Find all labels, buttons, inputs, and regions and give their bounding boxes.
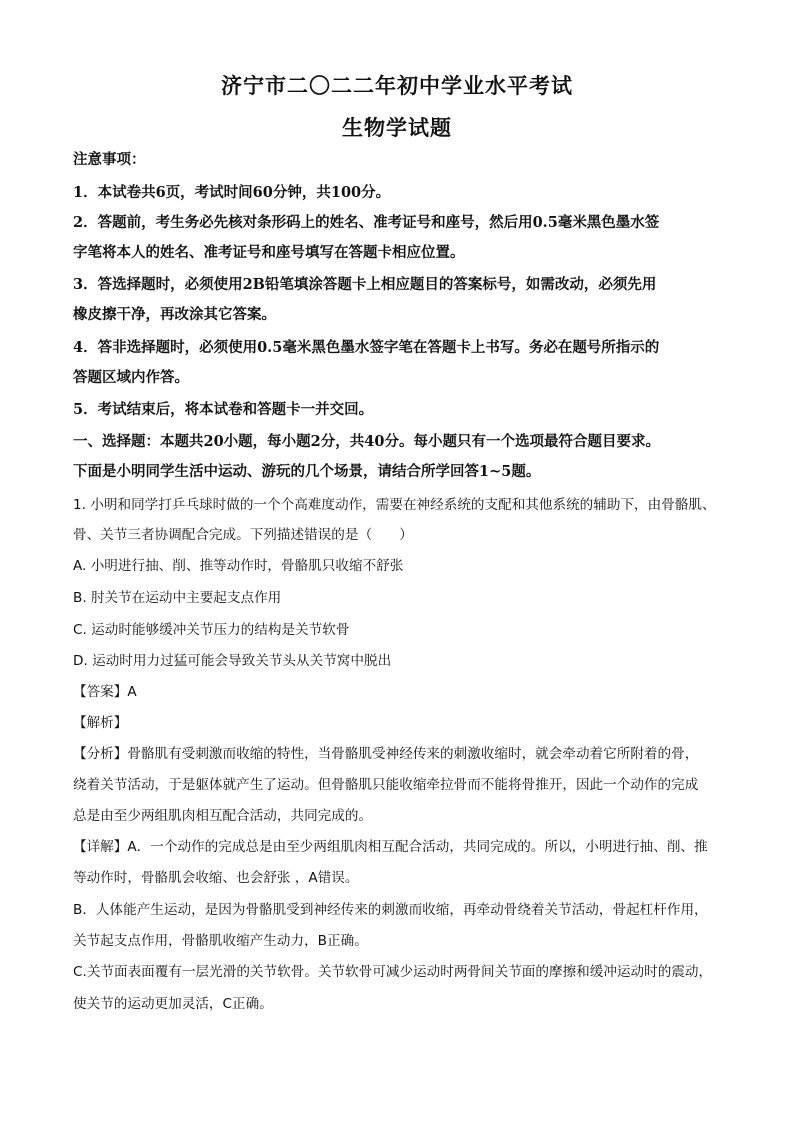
notice-line: 2．答题前，考生务必先核对条形码上的姓名、准考证号和座号，然后用0.5毫米黑色墨水签 bbox=[73, 214, 660, 231]
detail-line: 等动作时，骨骼肌会收缩、也会舒张 ，A错误。 bbox=[73, 870, 359, 886]
notice-line: 5．考试结束后，将本试卷和答题卡一并交回。 bbox=[73, 401, 374, 418]
option-b: B. 肘关节在运动中主要起支点作用 bbox=[73, 590, 282, 606]
exam-title: 济宁市二〇二二年初中学业水平考试 bbox=[221, 73, 573, 98]
detail-line: C.关节面表面覆有一层光滑的关节软骨。关节软骨可减少运动时两骨间关节面的摩擦和缓冲运动时的震动， bbox=[73, 964, 713, 980]
detail-line: 关节起支点作用，骨骼肌收缩产生动力，B正确。 bbox=[73, 933, 368, 949]
exam-subtitle: 生物学试题 bbox=[342, 115, 452, 140]
answer-label: 【答案】A bbox=[73, 684, 137, 700]
notice-heading: 注意事项： bbox=[73, 151, 146, 168]
notice-line: 橡皮擦干净，再改涂其它答案。 bbox=[73, 306, 276, 323]
option-a: A. 小明进行抽、削、推等动作时，骨骼肌只收缩不舒张 bbox=[73, 558, 404, 574]
notice-line: 3．答选择题时，必须使用2B铅笔填涂答题卡上相应题目的答案标号，如需改动，必须先用 bbox=[73, 276, 657, 293]
option-d: D. 运动时用力过猛可能会导致关节头从关节窝中脱出 bbox=[73, 653, 392, 669]
analysis-line: 绕着关节活动，于是躯体就产生了运动。但骨骼肌只能收缩牵拉骨而不能将骨推开，因此一个动作的完成 bbox=[73, 777, 699, 793]
option-c: C. 运动时能够缓冲关节压力的结构是关节软骨 bbox=[73, 622, 350, 638]
question-stem: 骨、关节三者协调配合完成。下列描述错误的是（ ） bbox=[73, 527, 413, 543]
notice-line: 4．答非选择题时，必须使用0.5毫米黑色墨水签字笔在答题卡上书写。务必在题号所指示的 bbox=[73, 339, 660, 356]
analysis-line: 【分析】骨骼肌有受刺激而收缩的特性，当骨骼肌受神经传来的刺激收缩时，就会牵动着它所附着的骨， bbox=[73, 746, 699, 762]
notice-line: 1．本试卷共6页，考试时间60分钟，共100分。 bbox=[73, 184, 391, 201]
detail-line: 使关节的运动更加灵活，C正确。 bbox=[73, 996, 273, 1012]
detail-line: 【详解】A．一个动作的完成总是由至少两组肌肉相互配合活动，共同完成的。所以，小明进行抽、削、推 bbox=[73, 839, 708, 855]
detail-line: B．人体能产生运动，是因为骨骼肌受到神经传来的刺激而收缩，再牵动骨绕着关节活动，骨起杠杆作用， bbox=[73, 902, 708, 918]
section-heading: 一、选择题：本题共20小题，每小题2分，共40分。每小题只有一个选项最符合题目要求。 bbox=[73, 433, 660, 450]
analysis-line: 总是由至少两组肌肉相互配合活动，共同完成的。 bbox=[73, 808, 373, 824]
section-intro: 下面是小明同学生活中运动、游玩的几个场景，请结合所学回答1~5题。 bbox=[73, 463, 541, 480]
analysis-heading: 【解析】 bbox=[73, 715, 128, 731]
notice-line: 字笔将本人的姓名、准考证号和座号填写在答题卡相应位置。 bbox=[73, 244, 465, 261]
notice-line: 答题区域内作答。 bbox=[73, 369, 189, 386]
question-stem: 1. 小明和同学打乒乓球时做的一个个高难度动作，需要在神经系统的支配和其他系统的辅助下，由骨骼肌、 bbox=[73, 497, 716, 513]
